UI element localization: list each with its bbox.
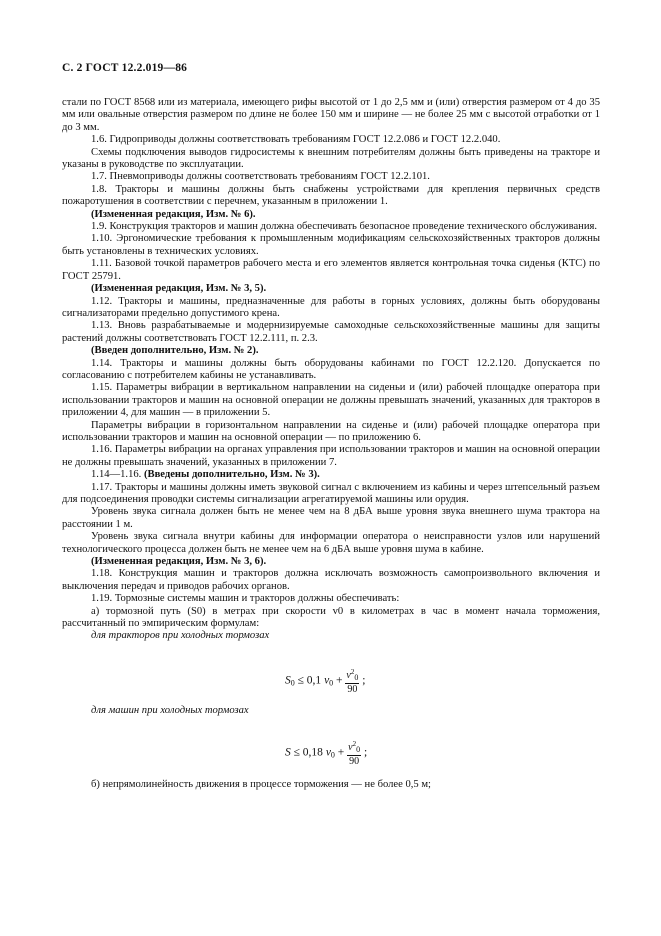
paragraph: 1.12. Тракторы и машины, предназначенные для работы в горных условиях, должны быть оборудованы сигнализаторами предельно допустимого крена. bbox=[62, 295, 600, 319]
paragraph: 1.11. Базовой точкой параметров рабочего места и его элементов является контрольная точка сиденья (КТС) по ГОСТ 25791. bbox=[62, 258, 600, 282]
paragraph: Параметры вибрации в горизонтальном направлении на сиденье и (или) рабочей площадке оператора при использовании тракторов и машин на основной операции — по приложению 6. bbox=[62, 419, 600, 443]
paragraph: б) непрямолинейность движения в процессе торможения — не более 0,5 м; bbox=[91, 779, 431, 791]
paragraph: Схемы подключения выводов гидросистемы к внешним потребителям должны быть приведены на тракторе и указаны в руководстве по эксплуатации. bbox=[62, 146, 600, 171]
fraction: $\frac{v^2_0}{90}$ bbox=[346, 667, 359, 695]
paragraph: 1.18. Конструкция машин и тракторов должна исключать возможность самопроизвольного включения и выключения передач и приводов рабочих органов. bbox=[62, 568, 600, 592]
braking-formula-tractors: $S_0 \le 0,1$ $v_0$ + $\frac{v^2_0}{90}$ ; bbox=[285, 667, 366, 695]
paragraph: 1.10. Эргономические требования к промышленным модификациям сельскохозяйственных тракторов должны быть установлены в технических условиях. bbox=[62, 233, 600, 257]
amendment-note: (Введены дополнительно, Изм. № 3). bbox=[143, 469, 320, 481]
paragraph: 1.19. Тормозные системы машин и тракторов должны обеспечивать: bbox=[91, 593, 400, 605]
clause-range: 1.14—1.16. bbox=[91, 469, 142, 481]
paragraph: 1.13. Вновь разрабатываемые и модернизируемые самоходные сельскохозяйственные машины для защиты растений должны соответствовать ГОСТ 12.2.111, п. 2.3. bbox=[62, 320, 600, 344]
paragraph: а) тормозной путь (S0) в метрах при скорости v0 в километрах в час в момент начала торможения, рассчитанный по эмпирическим формулам: bbox=[62, 605, 600, 630]
page-header: С. 2 ГОСТ 12.2.019—86 bbox=[62, 62, 188, 74]
paragraph: 1.8. Тракторы и машины должны быть снабжены устройствами для крепления первичных средств пожаротушения в соответствии с перечнем, указанным в приложении 1. bbox=[62, 183, 600, 208]
fraction: $\frac{v^2_0}{90}$ bbox=[348, 740, 361, 768]
paragraph: Уровень звука сигнала внутри кабины для информации оператора о неисправности узлов или нарушений технологического процесса должен быть не менее чем на 6 дБА выше уровня шума в кабине. bbox=[62, 531, 600, 555]
paragraph: 1.6. Гидроприводы должны соответствовать требованиям ГОСТ 12.2.086 и ГОСТ 12.2.040. bbox=[91, 134, 501, 146]
paragraph: 1.16. Параметры вибрации на органах управления при использовании тракторов и машин на основной операции не должны превышать значений, указанных в приложении 7. bbox=[62, 444, 600, 468]
paragraph: стали по ГОСТ 8568 или из материала, имеющего рифы высотой от 1 до 2,5 мм и (или) отверстия размером от 4 до 35 мм или овальные отверстия размером по длине не более 150 мм и ширине — не более 25 мм с высотой отработки от 1 до 3 мм. bbox=[62, 97, 600, 133]
formula-block-tractors bbox=[62, 643, 600, 705]
document-body bbox=[62, 97, 600, 792]
paragraph: 1.7. Пневмоприводы должны соответствовать требованиям ГОСТ 12.2.101. bbox=[91, 171, 430, 183]
amendment-note: (Измененная редакция, Изм. № 3, 6). bbox=[91, 556, 267, 568]
amendment-note: (Измененная редакция, Изм. № 3, 5). bbox=[91, 283, 267, 295]
amendment-note: (Введен дополнительно, Изм. № 2). bbox=[91, 345, 259, 357]
formula-block-machines bbox=[62, 717, 600, 779]
paragraph: 1.15. Параметры вибрации в вертикальном направлении на сиденьи и (или) рабочей площадке оператора при использовании тракторов и машин на основной операции не должны превышать значений, указанных для тракторов в приложении 4, для машин — в приложении 5. bbox=[62, 382, 600, 419]
amendment-note: (Измененная редакция, Изм. № 6). bbox=[91, 208, 256, 220]
paragraph: 1.14. Тракторы и машины должны быть оборудованы кабинами по ГОСТ 12.2.120. Допускается по согласованию с потребителем кабины не устанавливать. bbox=[62, 357, 600, 381]
paragraph: 1.9. Конструкция тракторов и машин должна обеспечивать безопасное проведение технического обслуживания. bbox=[91, 221, 598, 233]
paragraph-with-note bbox=[62, 469, 600, 481]
formula-caption: для тракторов при холодных тормозах bbox=[91, 630, 270, 642]
braking-formula-machines: S ≤ 0,18 $v_0$ + $\frac{v^2_0}{90}$ ; bbox=[285, 740, 368, 768]
paragraph: Уровень звука сигнала должен быть не менее чем на 8 дБА выше уровня звука внешнего шума трактора на расстоянии 1 м. bbox=[62, 506, 600, 530]
paragraph: 1.17. Тракторы и машины должны иметь звуковой сигнал с включением из кабины и через штепсельный разъем для подсоединения проводки системы сигнализации агрегатируемой машины или орудия. bbox=[62, 481, 600, 505]
formula-caption: для машин при холодных тормозах bbox=[91, 704, 249, 716]
